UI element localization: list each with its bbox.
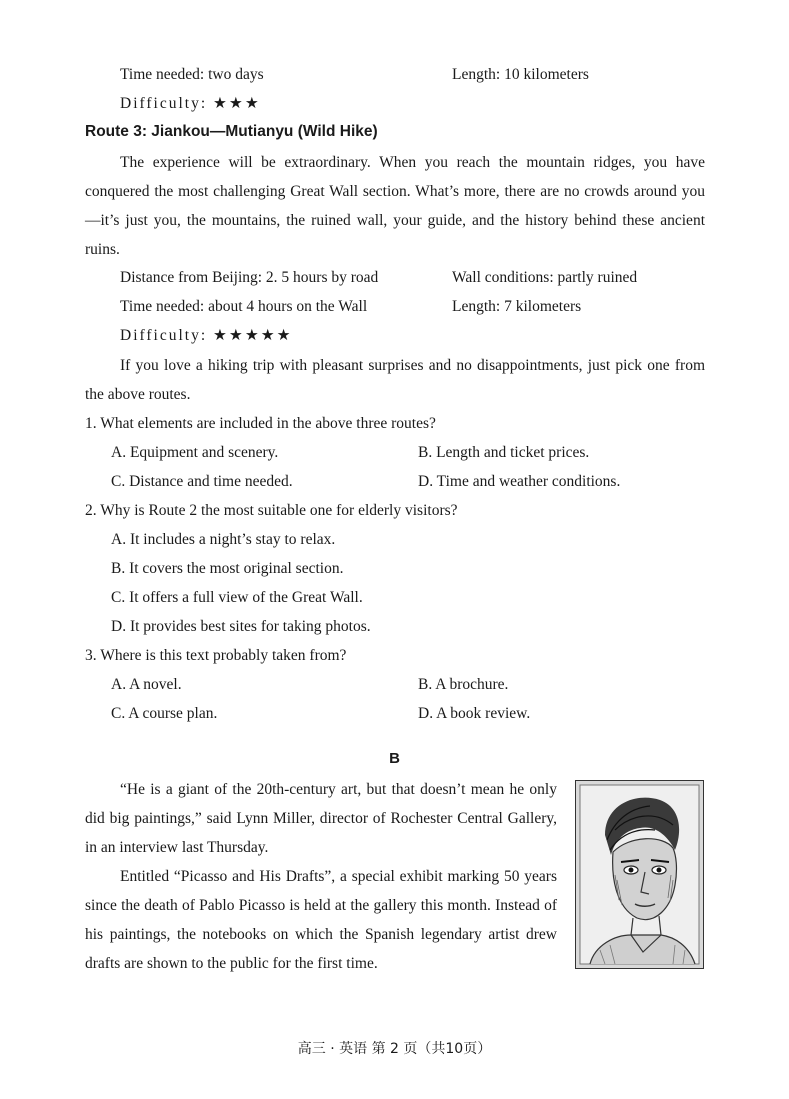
route3-time-needed: Time needed: about 4 hours on the Wall — [120, 298, 368, 315]
route2-length: Length: 10 kilometers — [452, 66, 589, 83]
question-1-option-b[interactable]: B. Length and ticket prices. — [418, 444, 590, 461]
question-1-stem: 1. What elements are included in the above three routes? — [85, 415, 436, 432]
question-1-option-d[interactable]: D. Time and weather conditions. — [418, 473, 621, 490]
route3-paragraph-text: The experience will be extraordinary. When you reach the mountain ridges, you have conquered the most challenging Great Wall section. What’s more, there are no crowds around you—it’s just you, the mountains, the ruined wall, your guide, and the history behind these ancient ruins. — [85, 154, 705, 258]
page-footer: 高三 · 英语 第 2 页（共10页） — [297, 1041, 492, 1057]
route3-difficulty: Difficulty: ★★★★★ — [120, 327, 293, 344]
question-3-option-a[interactable]: A. A novel. — [111, 676, 182, 693]
picasso-portrait-sketch — [575, 780, 704, 969]
route3-title: Route 3: Jiankou—Mutianyu (Wild Hike) — [85, 123, 378, 140]
question-2-stem: 2. Why is Route 2 the most suitable one for elderly visitors? — [85, 502, 458, 519]
route3-distance: Distance from Beijing: 2. 5 hours by road — [120, 269, 379, 286]
question-3-option-d[interactable]: D. A book review. — [418, 705, 531, 722]
question-1-option-a[interactable]: A. Equipment and scenery. — [111, 444, 279, 461]
section-b-paragraph-2: Entitled “Picasso and His Drafts”, a special exhibit marking 50 years since the death of Pablo Picasso is held at the gallery this month. Instead of his paintings, the notebooks on which the Spanish legendary artist drew drafts are shown to the public for the first time. — [85, 868, 557, 972]
question-3-stem: 3. Where is this text probably taken from? — [85, 647, 347, 664]
route3-wall-conditions: Wall conditions: partly ruined — [452, 269, 638, 286]
question-1-option-c[interactable]: C. Distance and time needed. — [111, 473, 293, 490]
question-2-option-a[interactable]: A. It includes a night’s stay to relax. — [111, 531, 336, 548]
question-2-option-c[interactable]: C. It offers a full view of the Great Wall. — [111, 589, 363, 606]
question-3-option-b[interactable]: B. A brochure. — [418, 676, 509, 693]
question-2-option-b[interactable]: B. It covers the most original section. — [111, 560, 344, 577]
closing-paragraph-text: If you love a hiking trip with pleasant surprises and no disappointments, just pick one from the above routes. — [85, 357, 705, 403]
question-3-option-c[interactable]: C. A course plan. — [111, 705, 218, 722]
route3-length: Length: 7 kilometers — [452, 298, 582, 315]
section-b-heading: B — [389, 750, 400, 767]
route3-paragraph — [85, 148, 705, 264]
section-b-paragraph-1: “He is a giant of the 20th-century art, but that doesn’t mean he only did big paintings,” said Lynn Miller, director of Rochester Central Gallery, in an interview last Thursday. — [85, 781, 557, 856]
route2-time-needed: Time needed: two days — [120, 66, 264, 83]
route2-difficulty: Difficulty: ★★★ — [120, 95, 261, 112]
closing-paragraph — [85, 351, 705, 409]
question-2-option-d[interactable]: D. It provides best sites for taking photos. — [111, 618, 371, 635]
section-b-text — [85, 775, 557, 978]
